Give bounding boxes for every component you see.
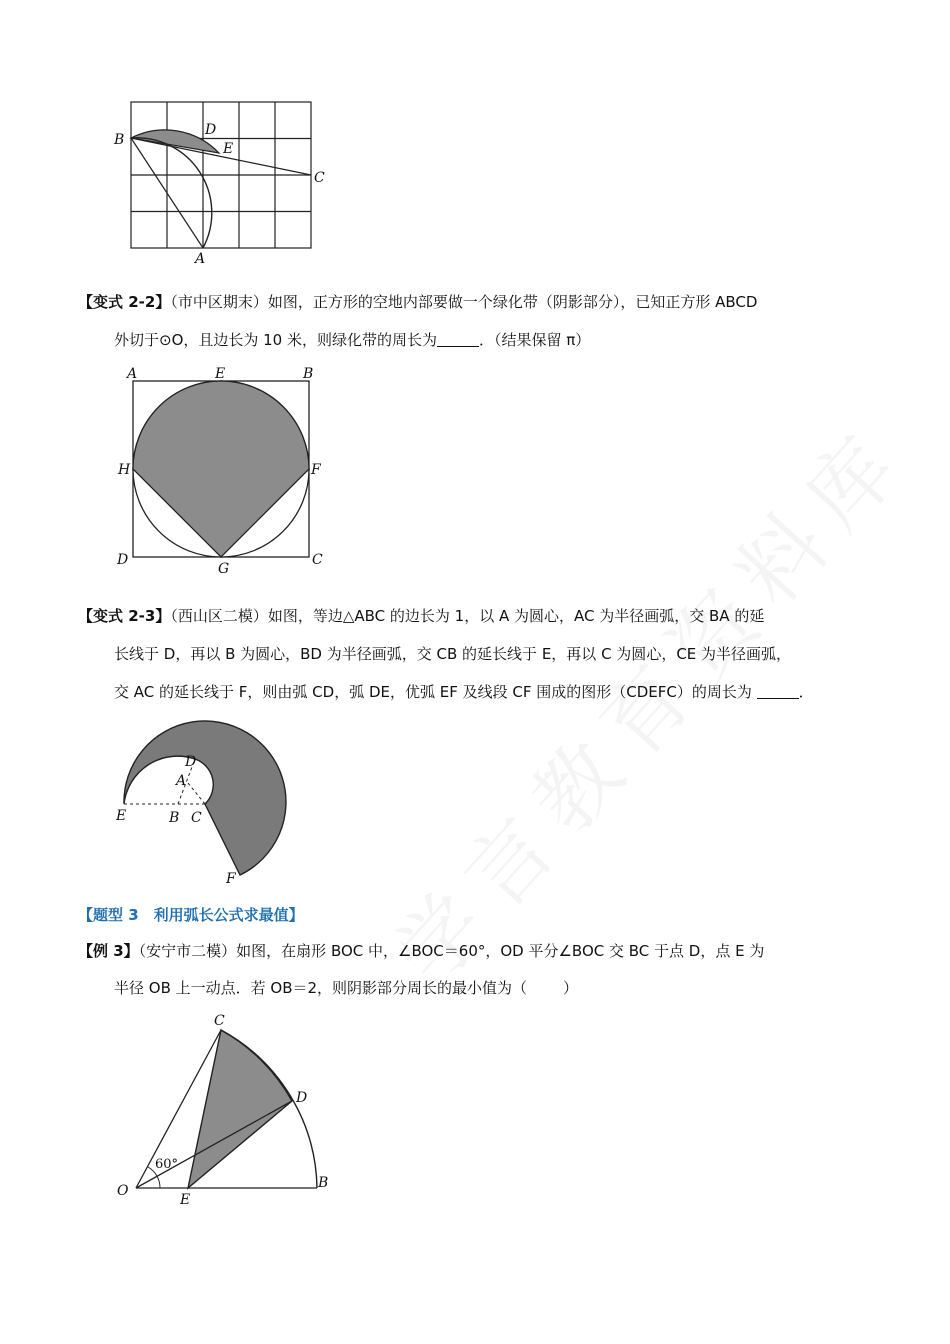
- label-B: B: [303, 366, 314, 382]
- label-E: E: [116, 808, 127, 824]
- variant-2-2-text2a: 外切于⊙O，且边长为 10 米，则绿化带的周长为: [114, 331, 437, 349]
- figure-spiral-arcs: [108, 712, 308, 892]
- answer-blank: [757, 684, 799, 699]
- variant-2-3-line1: [78, 605, 764, 627]
- label-B: B: [318, 1175, 329, 1191]
- variant-2-3-tag: 【变式 2-3】: [78, 607, 171, 625]
- label-C: C: [312, 552, 323, 568]
- example-3-text2b: ）: [563, 979, 579, 997]
- label-F: F: [226, 871, 236, 887]
- answer-blank: [437, 332, 479, 347]
- label-C: C: [191, 810, 202, 826]
- variant-2-2-line1: [78, 291, 757, 313]
- variant-2-2-tag: 【变式 2-2】: [78, 293, 171, 311]
- variant-2-2-line2: [114, 329, 590, 351]
- label-A: A: [127, 366, 138, 382]
- label-B: B: [169, 810, 180, 826]
- label-C: C: [314, 170, 325, 186]
- label-E: E: [215, 366, 226, 382]
- label-D: D: [205, 122, 217, 138]
- label-B: B: [114, 132, 125, 148]
- variant-2-3-text3a: 交 AC 的延长线于 F，则由弧 CD，弧 DE，优弧 EF 及线段 CF 围成的图形（CDEFC）的周长为: [114, 683, 752, 701]
- variant-2-3-line2: [114, 643, 791, 665]
- label-G: G: [218, 561, 230, 577]
- label-E: E: [223, 141, 234, 157]
- figure-square-circle: [110, 362, 330, 582]
- label-A: A: [176, 773, 187, 789]
- variant-2-2-text1: （市中区期末）如图，正方形的空地内部要做一个绿化带（阴影部分），已知正方形 ABCD: [170, 293, 758, 311]
- example-3-tag: 【例 3】: [78, 942, 139, 960]
- label-D: D: [296, 1090, 308, 1106]
- example-3-line1: [78, 940, 764, 962]
- label-D: D: [185, 754, 197, 770]
- label-E: E: [180, 1192, 191, 1208]
- section-heading: 【题型 3 利用弧长公式求最值】: [78, 906, 304, 924]
- example-3-line2: [114, 977, 578, 999]
- label-H: H: [118, 462, 131, 478]
- label-D: D: [117, 552, 129, 568]
- variant-2-2-text2b: ．（结果保留 π）: [479, 331, 591, 349]
- label-F: F: [311, 462, 321, 478]
- label-C: C: [214, 1013, 225, 1029]
- example-3-text1: （安宁市二模）如图，在扇形 BOC 中，∠BOC＝60°，OD 平分∠BOC 交 BC 于点 D，点 E 为: [138, 942, 765, 960]
- figure-sector-boc: [108, 1010, 338, 1210]
- variant-2-3-text2: 长线于 D，再以 B 为圆心，BD 为半径画弧，交 CB 的延长线于 E，再以 C 为圆心，CE 为半径画弧，: [114, 645, 792, 663]
- angle-label: 60°: [155, 1157, 179, 1172]
- variant-2-3-line3: [114, 681, 814, 703]
- variant-2-3-text1: （西山区二模）如图，等边△ABC 的边长为 1，以 A 为圆心，AC 为半径画弧，交 BA 的延: [170, 607, 765, 625]
- label-A: A: [195, 251, 206, 267]
- example-3-text2a: 半径 OB 上一动点．若 OB＝2，则阴影部分周长的最小值为（: [114, 979, 528, 997]
- figure-grid-sector: [108, 92, 338, 272]
- variant-2-3-text3b: ．: [798, 683, 814, 701]
- label-O: O: [117, 1183, 129, 1199]
